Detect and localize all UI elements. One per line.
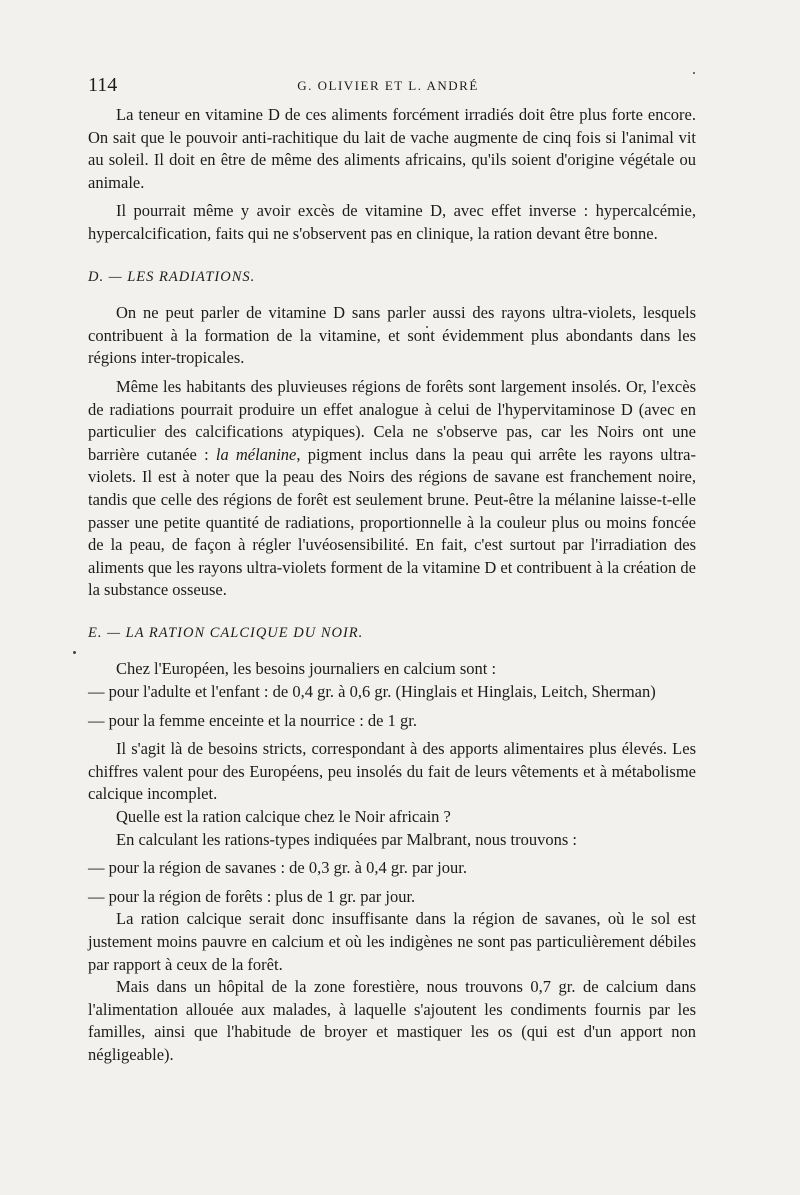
dash-item: — pour la femme enceinte et la nourrice : de 1 gr. [88,710,417,730]
paragraph: Mais dans un hôpital de la zone forestière, nous trouvons 0,7 gr. de calcium dans l'alimentation allouée aux malades, à laquelle s'ajoutent les condiments fournis par les familles, ainsi que l'habitude de broyer et mastiquer les os (qui est d'un apport non négligeable). [88,977,696,1064]
page-speck [693,72,695,74]
paragraph: Quelle est la ration calcique chez le Noir africain ? [116,807,451,827]
italic-term: la mélanine [215,444,297,464]
paragraph: On ne peut parler de vitamine D sans parler aussi des rayons ultra-violets, lesquels contribuent à la formation de la vitamine, et sont évidemment plus abondants dans les régions inter-tropicales. [88,303,696,368]
paragraph: Il s'agit là de besoins stricts, correspondant à des apports alimentaires plus élevés. Les chiffres valent pour des Européens, peu insolés du fait de leurs vêtements et à métabolisme calcique incomplet. [88,739,696,804]
section-title-e: E. — LA RATION CALCIQUE DU NOIR. [88,624,364,641]
dash-item: — pour la région de forêts : plus de 1 gr. par jour. [88,886,416,906]
paragraph [88,376,696,602]
body-text [88,104,696,1067]
paragraph: En calculant les rations-types indiquées par Malbrant, nous trouvons : [116,829,577,849]
paragraph: Chez l'Européen, les besoins journaliers en calcium sont : [116,659,497,679]
paragraph: La ration calcique serait donc insuffisante dans la région de savanes, où le sol est justement moins pauvre en calcium et où les indigènes ne sont pas particulièrement débiles par rapport à ceux de la forêt. [88,909,696,974]
text-run: , pigment inclus dans la peau qui arrête les rayons ultra-violets. Il est à noter que la peau des Noirs des régions de savane est franchement noire, tandis que celle des régions de forêt est seulement brune. Peut-être la mélanine laisse-t-elle passer une petite quantité de radiations, proportionnelle à la couleur plus ou moins foncée de la peau, de façon à régler l'uvéosensibilité. En fait, c'est surtout par l'irradiation des aliments que les rayons ultra-violets forment de la vitamine D et contribuent à la création de la substance osseuse. [88,444,697,600]
section-title-d: D. — LES RADIATIONS. [88,268,256,285]
dash-item: — pour la région de savanes : de 0,3 gr. à 0,4 gr. par jour. [88,858,467,878]
running-head: G. OLIVIER ET L. ANDRÉ [297,78,479,93]
paragraph: La teneur en vitamine D de ces aliments forcément irradiés doit être plus forte encore. On sait que le pouvoir anti-rachitique du lait de vache augmente de cinq fois si l'animal vit au soleil. Il doit en être de même des aliments africains, qu'ils soient d'origine végétale ou animale. [88,105,696,192]
page-number: 114 [88,74,118,96]
page-speck [73,651,76,654]
text-run: Même les habitants des pluvieuses régions de forêts sont largement insolés. Or, l'excès de radiations pourrait produire un effet analogue à celui de l'hypervitaminose D (avec en particulier des calcifications atypiques). Cela ne s'observe pas, car les Noirs ont une barrière cutanée : [88,376,696,464]
paragraph: Il pourrait même y avoir excès de vitamine D, avec effet inverse : hypercalcémie, hypercalcification, faits qui ne s'observent pas en clinique, la ration devant être bonne. [88,201,696,243]
page-header [88,74,688,98]
dash-item: — pour l'adulte et l'enfant : de 0,4 gr. à 0,6 gr. (Hinglais et Hinglais, Leitch, Sherman) [88,682,656,702]
